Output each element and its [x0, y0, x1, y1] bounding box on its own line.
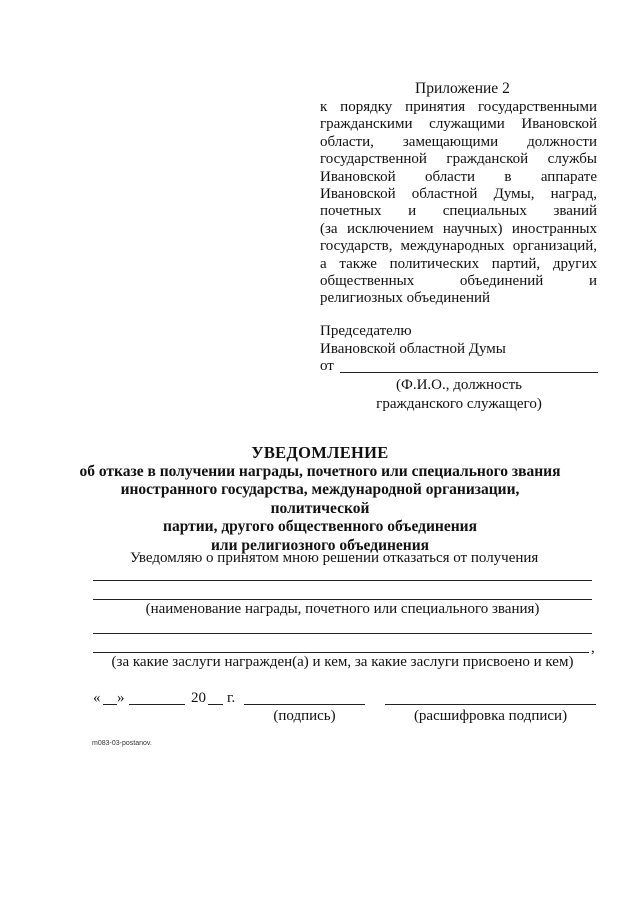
- annex-line: гражданскими служащими Ивановской: [320, 116, 597, 133]
- notice-subtitle-line: об отказе в получении награды, почетного или специального звания: [79, 462, 561, 480]
- annex-line: почетных и специальных званий: [320, 203, 597, 220]
- signature-decoding-hint: (расшифровка подписи): [413, 708, 568, 724]
- award-blank-line-2[interactable]: [93, 599, 592, 600]
- annex-line: области, замещающими должности: [320, 133, 597, 150]
- date-close-quote: »: [117, 690, 125, 706]
- merits-blank-line-1[interactable]: [93, 633, 592, 634]
- annex-line: а также политических партий, других: [320, 255, 597, 272]
- signature-blank[interactable]: [244, 704, 365, 705]
- award-blank-line-1[interactable]: [93, 580, 592, 581]
- annex-line: Ивановской области в аппарате: [320, 168, 597, 185]
- annex-line: государственной гражданской службы: [320, 151, 597, 168]
- date-open-quote: «: [93, 690, 101, 706]
- date-month-blank[interactable]: [129, 704, 185, 705]
- notice-subtitle-line: или религиозного объединения: [210, 536, 430, 554]
- notice-subtitle-line: иностранного государства, международной организации, политической: [120, 481, 520, 517]
- addressee-block: [320, 322, 506, 358]
- year-suffix: г.: [227, 690, 236, 706]
- annex-line: государств, международных организаций,: [320, 238, 597, 255]
- addressee-line: Ивановской областной Думы: [320, 341, 506, 357]
- annex-description: [320, 99, 597, 308]
- signature-hint: (подпись): [273, 708, 336, 724]
- statement-text: Уведомляю о принятом мною решении отказаться от получения: [130, 550, 539, 566]
- annex-line: общественных объединений и: [320, 273, 597, 290]
- notice-title: УВЕДОМЛЕНИЕ: [251, 443, 389, 462]
- annex-line: к порядку принятия государственными: [320, 99, 597, 115]
- year-prefix: 20: [191, 690, 206, 706]
- notice-heading: [70, 444, 570, 555]
- annex-line: (за исключением научных) иностранных: [320, 220, 597, 237]
- addressee-line: Председателю: [320, 323, 412, 339]
- award-name-hint: (наименование награды, почетного или специального звания): [145, 601, 540, 617]
- trailing-comma: ,: [591, 640, 595, 656]
- annex-line: Ивановской областной Думы, наград,: [320, 186, 597, 203]
- from-label: от: [320, 358, 334, 374]
- fio-hint-line: (Ф.И.О., должность: [396, 377, 522, 393]
- annex-title: Приложение 2: [415, 80, 510, 97]
- year-blank[interactable]: [208, 704, 223, 705]
- document-code: m083-03-postanov.: [92, 740, 152, 747]
- fio-hint-line: гражданского служащего): [376, 396, 542, 412]
- annex-line: религиозных объединений: [320, 290, 491, 307]
- signature-decoding-blank[interactable]: [385, 704, 596, 705]
- date-day-blank[interactable]: [103, 704, 117, 705]
- from-blank-line[interactable]: [340, 372, 598, 373]
- merits-blank-line-2[interactable]: [93, 652, 589, 653]
- fio-hint: [320, 376, 598, 414]
- merits-hint: (за какие заслуги награжден(а) и кем, за какие заслуги присвоено и кем): [111, 654, 574, 670]
- from-field[interactable]: [320, 358, 598, 375]
- notice-subtitle-line: партии, другого общественного объединения: [163, 518, 477, 535]
